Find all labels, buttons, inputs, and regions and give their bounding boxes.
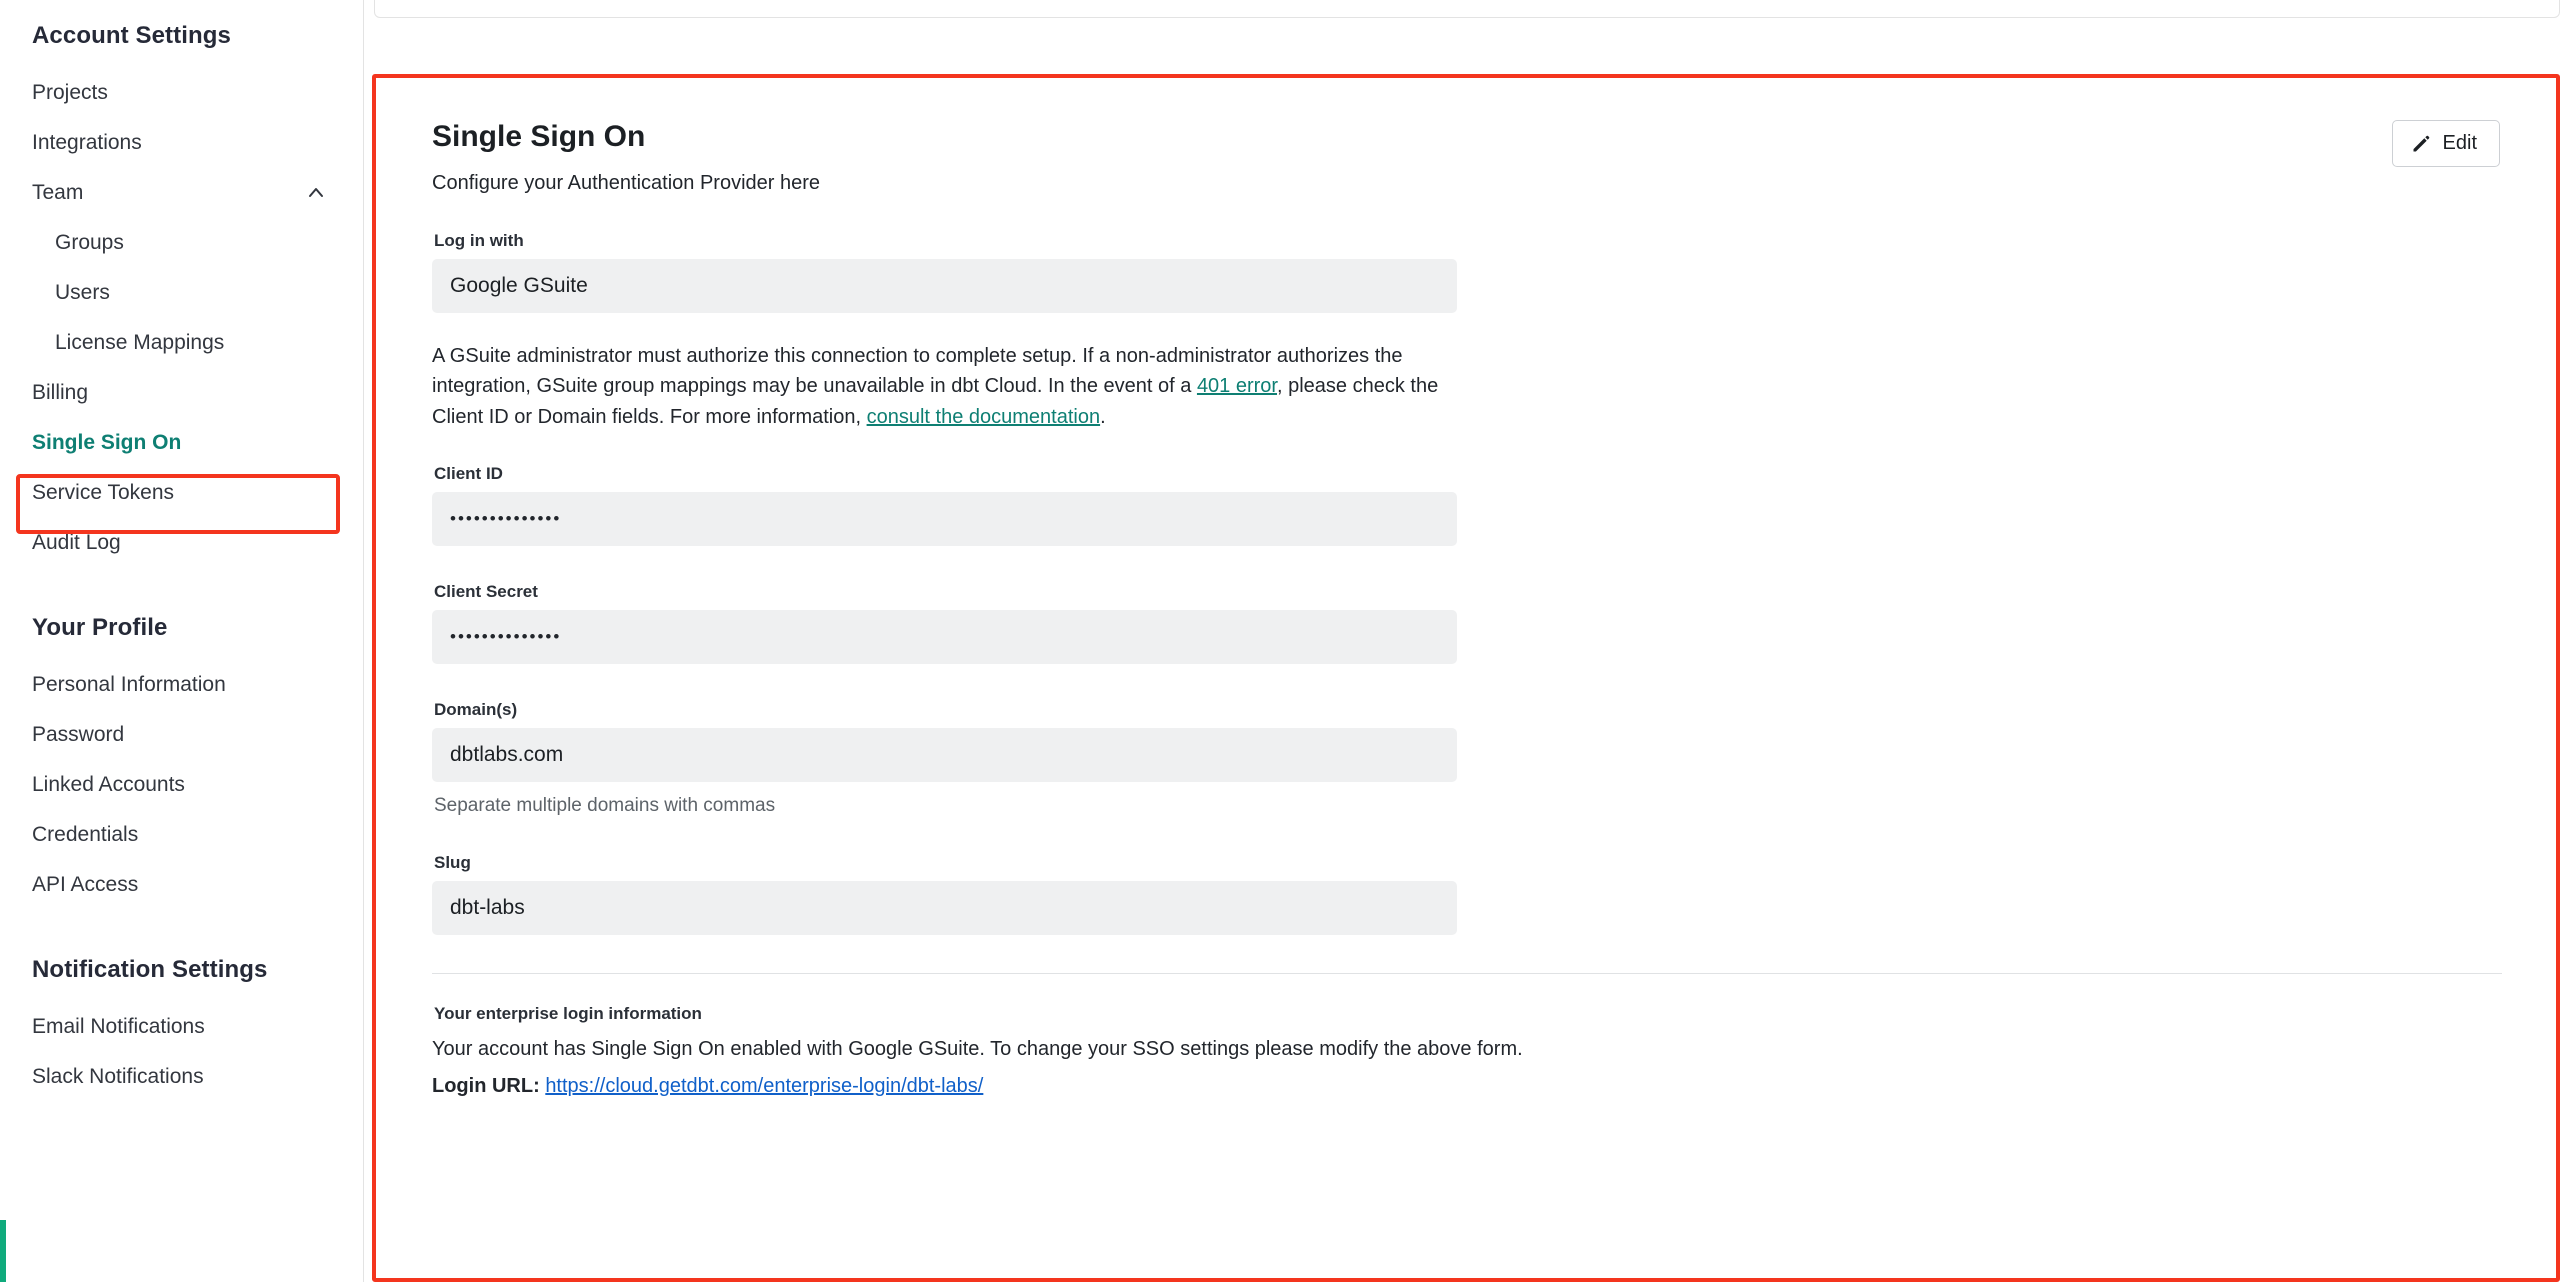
spacer bbox=[432, 674, 2500, 700]
sidebar-item-audit-log[interactable] bbox=[0, 518, 363, 568]
sidebar-item-label: Slack Notifications bbox=[32, 1065, 204, 1088]
domains-help-text: Separate multiple domains with commas bbox=[434, 795, 776, 817]
top-card-partial bbox=[374, 0, 2560, 18]
field-label: Slug bbox=[434, 853, 471, 873]
edit-button-label: Edit bbox=[2442, 132, 2477, 154]
sidebar-item-service-tokens[interactable] bbox=[0, 468, 363, 518]
panel-body bbox=[376, 78, 2556, 1278]
field-label: Log in with bbox=[434, 231, 524, 250]
client-id-value[interactable]: •••••••••••••• bbox=[432, 492, 1457, 546]
sidebar-item-label: Billing bbox=[32, 381, 89, 404]
sidebar-item-label: Audit Log bbox=[32, 531, 121, 554]
sidebar-item-billing[interactable] bbox=[0, 368, 363, 418]
settings-sidebar bbox=[0, 0, 364, 1282]
sidebar-item-label: Linked Accounts bbox=[32, 773, 185, 796]
sidebar-item-label: Users bbox=[55, 281, 110, 304]
sidebar-item-users[interactable] bbox=[0, 268, 363, 318]
sidebar-item-single-sign-on[interactable] bbox=[0, 418, 363, 468]
sidebar-item-password[interactable] bbox=[0, 710, 363, 760]
field-label: Client ID bbox=[434, 464, 503, 484]
single-sign-on-panel bbox=[372, 74, 2560, 1282]
spacer bbox=[432, 827, 2500, 853]
field-label: Client Secret bbox=[434, 582, 538, 602]
login-with-value[interactable]: Google GSuite bbox=[432, 259, 1457, 313]
enterprise-login-text: Your account has Single Sign On enabled with Google GSuite. To change your SSO settings please modify the above form. bbox=[432, 1038, 1523, 1061]
sidebar-item-label: Single Sign On bbox=[32, 431, 182, 454]
login-url-link[interactable]: https://cloud.getdbt.com/enterprise-login/dbt-labs/ bbox=[545, 1075, 984, 1098]
sidebar-item-label: Team bbox=[32, 181, 84, 204]
field-domains bbox=[432, 700, 2500, 817]
pencil-icon bbox=[2411, 134, 2431, 154]
sidebar-item-label: API Access bbox=[32, 873, 139, 896]
sidebar-item-label: Groups bbox=[55, 231, 124, 254]
field-client-id bbox=[432, 464, 2500, 546]
sidebar-item-label: Personal Information bbox=[32, 673, 226, 696]
field-slug bbox=[432, 853, 2500, 935]
sidebar-item-label: Service Tokens bbox=[32, 481, 175, 504]
sidebar-heading-account-settings: Account Settings bbox=[32, 22, 231, 49]
sidebar-item-email-notifications[interactable] bbox=[0, 1002, 363, 1052]
notice-part-2: , please check the Client ID or Domain fields. For more information, bbox=[432, 375, 1439, 428]
page-title: Single Sign On bbox=[432, 120, 646, 153]
sidebar-item-label: Password bbox=[32, 723, 125, 746]
field-label: Domain(s) bbox=[434, 700, 518, 720]
sidebar-item-license-mappings[interactable] bbox=[0, 318, 363, 368]
field-login-with bbox=[432, 231, 2500, 313]
field-client-secret bbox=[432, 582, 2500, 664]
login-url-row bbox=[432, 1075, 2500, 1098]
link-consult-documentation[interactable]: consult the documentation bbox=[866, 405, 1101, 428]
sidebar-item-label: Projects bbox=[32, 81, 108, 104]
sidebar-heading-notification-settings: Notification Settings bbox=[32, 956, 268, 983]
sidebar-item-projects[interactable] bbox=[0, 68, 363, 118]
sidebar-item-label: Email Notifications bbox=[32, 1015, 205, 1038]
sidebar-item-api-access[interactable] bbox=[0, 860, 363, 910]
domains-value[interactable]: dbtlabs.com bbox=[432, 728, 1457, 782]
slug-value[interactable]: dbt-labs bbox=[432, 881, 1457, 935]
sidebar-heading-your-profile: Your Profile bbox=[32, 614, 168, 641]
link-401-error[interactable]: 401 error bbox=[1196, 375, 1277, 398]
edit-button[interactable] bbox=[2392, 120, 2500, 167]
gsuite-admin-notice bbox=[432, 341, 1462, 432]
sidebar-item-personal-information[interactable] bbox=[0, 660, 363, 710]
section-divider bbox=[432, 973, 2502, 974]
spacer bbox=[432, 556, 2500, 582]
sidebar-content bbox=[0, 0, 363, 1102]
notice-part-3: . bbox=[1100, 405, 1106, 428]
sidebar-accent-bar bbox=[0, 1220, 6, 1282]
enterprise-login-label: Your enterprise login information bbox=[434, 1004, 702, 1024]
chevron-up-icon bbox=[307, 184, 325, 202]
sidebar-item-label: License Mappings bbox=[55, 331, 225, 354]
login-url-label: Login URL: bbox=[432, 1075, 540, 1098]
sidebar-item-team[interactable] bbox=[0, 168, 363, 218]
notice-part-1: A GSuite administrator must authorize this connection to complete setup. If a non-administrator authorizes the integration, GSuite group mappings may be unavailable in dbt Cloud. In the event of a bbox=[432, 345, 1403, 398]
sidebar-item-label: Integrations bbox=[32, 131, 142, 154]
page-subtitle: Configure your Authentication Provider here bbox=[432, 172, 821, 194]
sidebar-item-slack-notifications[interactable] bbox=[0, 1052, 363, 1102]
client-secret-value[interactable]: •••••••••••••• bbox=[432, 610, 1457, 664]
sidebar-item-label: Credentials bbox=[32, 823, 139, 846]
sidebar-item-linked-accounts[interactable] bbox=[0, 760, 363, 810]
sidebar-item-credentials[interactable] bbox=[0, 810, 363, 860]
sidebar-item-groups[interactable] bbox=[0, 218, 363, 268]
sidebar-item-integrations[interactable] bbox=[0, 118, 363, 168]
